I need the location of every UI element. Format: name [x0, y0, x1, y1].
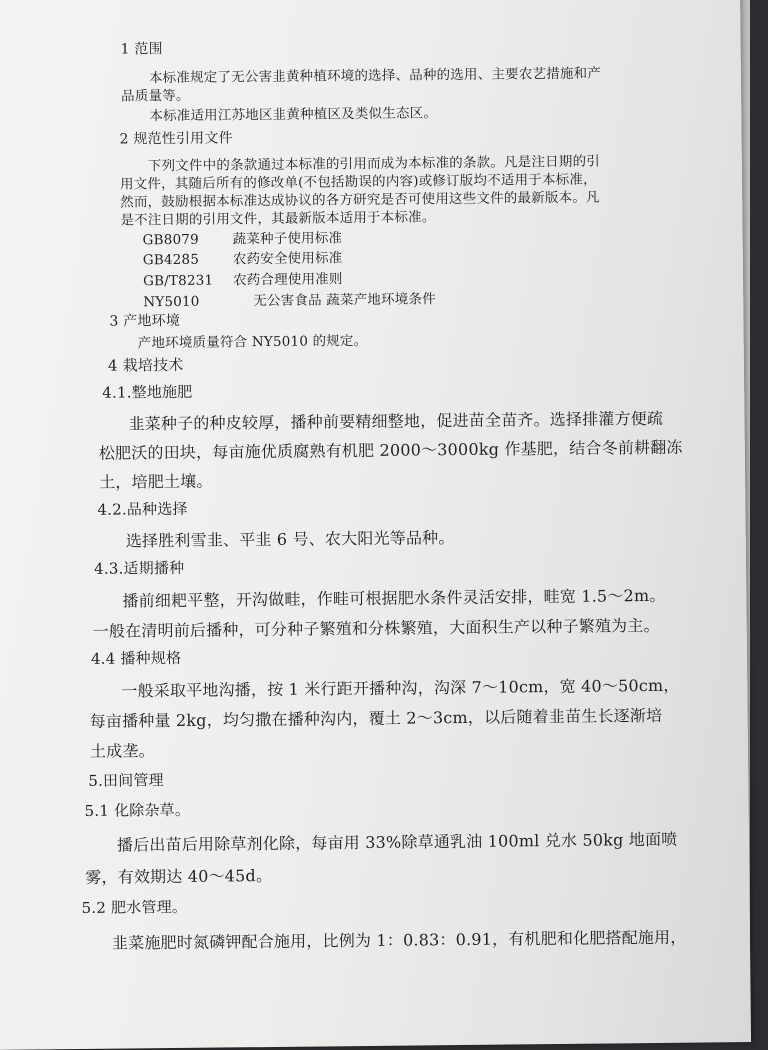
section-4-3-paragraph-line: 一般在清明前后播种，可分种子繁殖和分株繁殖，大面积生产以种子繁殖为主。 — [92, 615, 660, 641]
section-4-1-paragraph-line: 土，培肥土壤。 — [99, 471, 213, 492]
reference-code: NY5010 — [143, 293, 200, 311]
reference-name: 农药合理使用准则 — [232, 271, 343, 289]
section-4-1-paragraph-line: 韭菜种子的种皮较厚，播种前要精细整地，促进苗全苗齐。选择排灌方便疏 — [128, 408, 664, 434]
reference-item — [143, 226, 343, 248]
section-4-3-title: 4.3.适期播种 — [93, 558, 185, 578]
section-1-paragraph-line: 本标准适用江苏地区韭黄种植区及类似生态区。 — [149, 105, 438, 125]
section-1-paragraph-line: 本标准规定了无公害韭黄种植环境的选择、品种的选用、主要农艺措施和产 — [148, 65, 602, 87]
section-2-paragraph-line: 然而，鼓励根据本标准达成协议的各方研究是否可使用这些文件的最新版本。凡 — [120, 189, 600, 211]
section-1-paragraph-line: 品质量等。 — [121, 87, 190, 105]
section-1-title: 1 范围 — [120, 41, 163, 58]
section-4-2-paragraph-line: 选择胜利雪韭、平韭 6 号、农大阳光等品种。 — [125, 528, 455, 551]
reference-code: GB8079 — [142, 231, 199, 249]
section-3-paragraph: 产地环境质量符合 NY5010 的规定。 — [137, 332, 368, 352]
section-5-1-paragraph-line: 播后出苗后用除草剂化除，每亩用 33%除草通乳油 100ml 兑水 50kg 地面喷 — [116, 829, 678, 855]
section-4-1-paragraph-line: 松肥沃的田块，每亩施优质腐熟有机肥 2000～3000kg 作基肥，结合冬前耕翻冻 — [98, 437, 683, 463]
section-2-title: 2 规范性引用文件 — [119, 130, 233, 148]
reference-item — [143, 267, 343, 289]
section-4-4-paragraph-line: 一般采取平地沟播，按 1 米行距开播种沟，沟深 7～10cm，宽 40～50cm， — [121, 675, 680, 701]
section-5-2-title: 5.2 肥水管理。 — [81, 897, 188, 917]
reference-item — [143, 287, 436, 310]
section-2-paragraph-line: 用文件，其随后所有的修改单(不包括勘误的内容)或修订版均不适用于本标准， — [119, 171, 597, 193]
section-5-1-title: 5.1 化除杂草。 — [84, 800, 191, 820]
reference-name: 无公害食品 蔬菜产地环境条件 — [253, 291, 436, 310]
section-2-paragraph-line: 下列文件中的条款通过本标准的引用而成为本标准的条款。凡是注日期的引 — [147, 153, 601, 175]
section-4-4-paragraph-line: 每亩播种量 2kg，均匀撒在播种沟内，覆土 2～3cm，以后随着韭苗生长逐渐培 — [89, 705, 663, 731]
section-2-paragraph-line: 是不注日期的引用文件，其最新版本适用于本标准。 — [120, 209, 436, 229]
section-4-4-title: 4.4 播种规格 — [90, 648, 182, 668]
section-5-1-paragraph-line: 雾，有效期达 40～45d。 — [85, 865, 273, 887]
section-5-title: 5.田间管理 — [88, 771, 164, 790]
reference-code: GB4285 — [142, 251, 200, 269]
section-4-3-paragraph-line: 播前细耙平整，开沟做畦，作畦可根据肥水条件灵活安排，畦宽 1.5～2m。 — [122, 585, 666, 611]
section-3-title: 3 产地环境 — [109, 312, 181, 330]
section-4-2-title: 4.2.品种选择 — [97, 499, 188, 519]
section-4-4-paragraph-line: 土成垄。 — [89, 741, 155, 761]
reference-item — [143, 246, 343, 268]
section-5-2-paragraph-line: 韭菜施肥时氮磷钾配合施用，比例为 1：0.83：0.91，有机肥和化肥搭配施用， — [111, 927, 687, 953]
reference-code: GB/T8231 — [142, 272, 214, 290]
section-4-title: 4 栽培技术 — [107, 355, 184, 375]
reference-name: 蔬菜种子使用标准 — [232, 230, 343, 248]
reference-name: 农药安全使用标准 — [232, 250, 343, 268]
section-4-1-title: 4.1.整地施肥 — [102, 382, 193, 402]
